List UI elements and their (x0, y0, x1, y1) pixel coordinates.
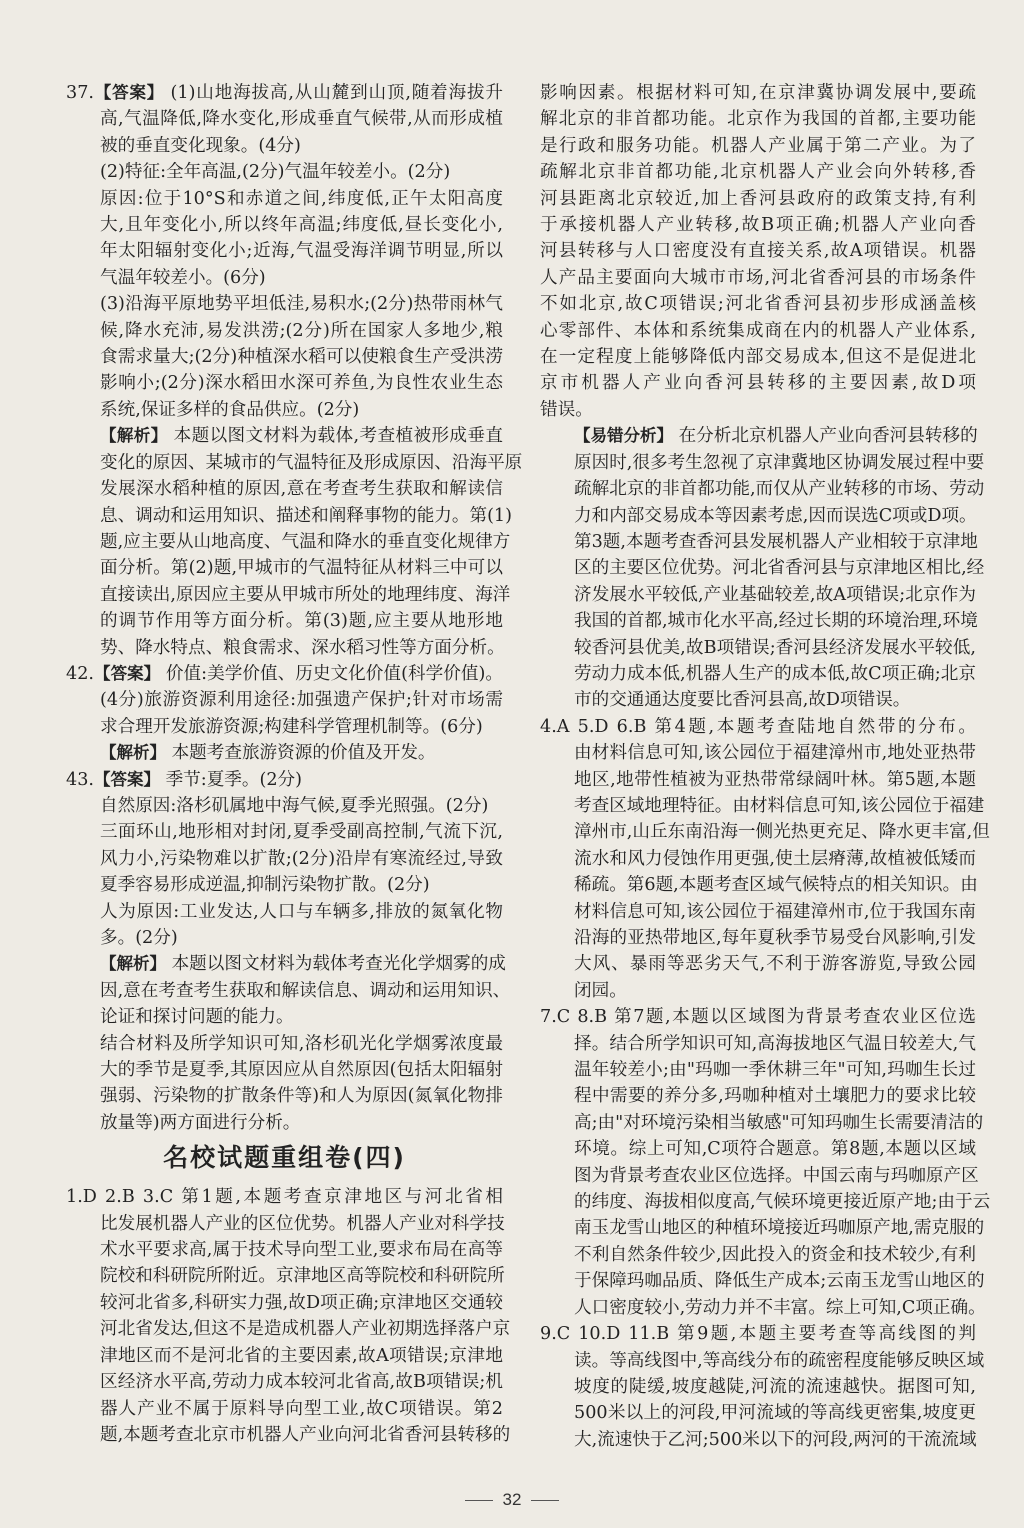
text-line (540, 1163, 979, 1189)
left-column-choice-answers (66, 1184, 511, 1448)
line-text: 环境。综上可知,C项符合题意。第8题,本题以区域 (574, 1139, 976, 1160)
line-text: 的纬度、海拔相似度高,气候环境更接近原产地;由于云 (574, 1192, 991, 1213)
text-line (66, 1263, 503, 1289)
line-text: 院校和科研院所附近。京津地区高等院校和科研院所 (100, 1266, 505, 1287)
line-text: 材料信息可知,该公园位于福建漳州市,位于我国东南 (574, 901, 976, 922)
footer-rule-left (465, 1500, 493, 1501)
line-text: 高;由"对环境污染相当敏感"可知玛咖生长需要清洁的 (574, 1112, 984, 1133)
line-text: 不如北京,故C项错误;河北省香河县初步形成涵盖核 (540, 294, 976, 315)
line-text: 发展深水稻种植的原因,意在考查考生获取和解读信 (100, 479, 503, 500)
text-line (540, 265, 976, 291)
line-text: 于保障玛咖品质、降低生产成本;云南玉龙雪山地区的 (574, 1271, 985, 1292)
line-text: 高,气温降低,降水变化,形成垂直气候带,从而形成植 (100, 109, 503, 130)
text-line (66, 1057, 503, 1083)
text-line (66, 846, 503, 872)
line-text: 被的垂直变化现象。(4分) (100, 135, 301, 156)
text-line (66, 159, 503, 185)
line-text: 劳动力成本低,机器人生产的成本低,故C项正确;北京 (574, 663, 976, 684)
line-text: 南玉龙雪山地区的种植环境接近玛咖原产地,需克服的 (574, 1218, 985, 1239)
text-line (66, 1237, 503, 1263)
text-line (540, 529, 976, 555)
line-text: 本题以图文材料为载体考查光化学烟雾的成 (166, 954, 506, 975)
text-line (540, 1400, 976, 1426)
line-text: 题,应主要从山地高度、气温和降水的垂直变化规律方 (100, 531, 511, 552)
line-text: 三面环山,地形相对封闭,夏季受副高控制,气流下沉, (100, 822, 503, 843)
text-line (66, 1290, 503, 1316)
line-text: 沿海的亚热带地区,每年夏秋季节易受台风影响,引发 (574, 928, 976, 948)
text-line (540, 1321, 976, 1347)
text-line (66, 1316, 511, 1342)
line-text: 错误。 (540, 399, 593, 420)
line-text: 市的交通通达度要比香河县高,故D项错误。 (574, 690, 911, 711)
text-line (66, 661, 503, 687)
line-text: 求合理开发旅游资源;构建科学管理机制等。(6分) (100, 716, 483, 737)
text-line (540, 397, 976, 423)
line-text: C 10.D 11.B 第9题,本题主要考查等高线图的判 (556, 1324, 976, 1345)
line-text: 风力小,污染物难以扩散;(2分)沿岸有寒流经过,导致 (100, 848, 503, 869)
question-number: 1. (66, 1187, 83, 1208)
line-text: 的调节作用等方面分析。第(3)题,应主要从地形地 (100, 611, 503, 632)
line-text: 论证和探讨问题的能力。 (100, 1007, 294, 1028)
line-text: 变化的原因、某城市的气温特征及形成原因、沿海平原 (100, 452, 523, 473)
text-line (66, 740, 503, 766)
line-text: 图为背景考查农业区位选择。中国云南与玛咖原产区 (574, 1165, 979, 1186)
line-text: C 8.B 第7题,本题以区域图为背景考查农业区位选 (556, 1007, 976, 1028)
line-text: 区经济水平高,劳动力成本较河北省高,故B项错误;机 (100, 1372, 503, 1393)
text-line (540, 1136, 976, 1162)
text-line (540, 899, 976, 925)
line-text: 程中需要的养分多,玛咖种植对土壤肥力的要求比较 (574, 1086, 976, 1107)
line-text: 津地区而不是河北省的主要因素,故A项错误;京津地 (100, 1345, 503, 1366)
line-text: 比发展机器人产业的区位优势。机器人产业对科学技 (100, 1213, 505, 1234)
line-text: D 2.B 3.C 第1题,本题考查京津地区与河北省相 (82, 1187, 503, 1208)
line-text: 影响因素。根据材料可知,在京津冀协调发展中,要疏 (540, 83, 976, 103)
line-text: A 5.D 6.B 第4题,本题考查陆地自然带的分布。 (556, 716, 976, 737)
text-line (540, 582, 976, 608)
text-line (66, 714, 503, 740)
text-line (66, 951, 506, 977)
question-number: 37. (66, 83, 94, 103)
text-line (540, 1110, 984, 1136)
line-text: 由材料信息可知,该公园位于福建漳州市,地处亚热带 (574, 743, 976, 764)
line-text: 河北省发达,但这不是造成机器人产业初期选择落户京 (100, 1319, 511, 1340)
line-text: (4分)旅游资源利用途径:加强遗产保护;针对市场需 (100, 690, 503, 711)
text-line (66, 238, 503, 264)
section-tag: 【答案】 (93, 83, 165, 102)
text-line (66, 793, 503, 819)
text-line (66, 1004, 503, 1030)
text-line (66, 555, 503, 581)
line-text: 河县转移与人口密度没有直接关系,故A项错误。机器 (540, 241, 976, 262)
line-text: 放量等)两方面进行分析。 (100, 1112, 301, 1133)
line-text: 在分析北京机器人产业向香河县转移的 (673, 426, 978, 447)
text-line (540, 106, 976, 132)
text-line (66, 186, 503, 212)
right-column-answers (540, 80, 991, 1453)
line-text: 在一定程度上能够降低内部交易成本,但这不是促进北 (540, 347, 976, 368)
line-text: (3)沿海平原地势平坦低洼,易积水;(2分)热带雨林气 (100, 294, 503, 315)
line-text: 疏解北京的非首都功能,而仅从产业转移的市场、劳动 (574, 479, 985, 500)
line-text: 考查区域地理特征。由材料信息可知,该公园位于福建 (574, 795, 985, 816)
text-line (66, 978, 511, 1004)
line-text: 人产品主要面向大城市市场,河北省香河县的市场条件 (540, 267, 976, 288)
question-number: 9. (540, 1324, 557, 1345)
section-title: 名校试题重组卷(四) (163, 1143, 406, 1173)
text-line (540, 423, 976, 449)
text-line (540, 1374, 976, 1400)
text-line (540, 1427, 976, 1453)
text-line (540, 133, 976, 159)
text-line (540, 608, 976, 634)
line-text: 强弱、污染物的扩散条件等)和人为原因(氮氧化物排 (100, 1086, 503, 1107)
question-number: 43. (66, 769, 94, 790)
text-line (66, 370, 503, 396)
text-line (66, 1110, 503, 1136)
text-line (540, 740, 976, 766)
line-text: 结合材料及所学知识可知,洛杉矶光化学烟雾浓度最 (100, 1033, 503, 1054)
text-line (66, 265, 503, 291)
line-text: 我国的首都,城市化水平高,经过长期的环境治理,环境 (574, 611, 978, 632)
text-line (66, 872, 503, 898)
text-line (66, 80, 503, 106)
line-text: (2)特征:全年高温,(2分)气温年较差小。(2分) (100, 162, 451, 183)
text-line (540, 635, 976, 661)
text-line (540, 291, 976, 317)
text-line (66, 291, 503, 317)
section-tag: 【答案】 (93, 663, 161, 683)
line-text: 读。等高线图中,等高线分布的疏密程度能够反映区域 (574, 1350, 985, 1371)
line-text: 不利自然条件较少,因此投入的资金和技术较少,有利 (574, 1244, 976, 1265)
section-tag: 【解析】 (100, 954, 166, 974)
text-line (540, 1189, 991, 1215)
line-text: 大,流速快于乙河;500米以下的河段,两河的干流流域 (574, 1429, 977, 1450)
line-text: 因,意在考查考生获取和解读信息、调动和运用知识、 (100, 980, 511, 1001)
text-line (540, 159, 976, 185)
text-line (66, 819, 503, 845)
text-line (66, 476, 503, 502)
left-column (66, 80, 523, 1448)
left-column-answers (66, 80, 523, 1136)
text-line (540, 212, 976, 238)
text-line (540, 318, 976, 344)
text-line (66, 212, 503, 238)
text-line (540, 925, 976, 951)
line-text: 于承接机器人产业转移,故B项正确;机器人产业向香 (540, 215, 976, 236)
right-column (540, 80, 991, 1453)
line-text: 气温年较差小。(6分) (100, 267, 266, 288)
question-number: 4. (540, 716, 557, 737)
line-text: 区的主要区位优势。河北省香河县与京津地区相比,经 (574, 558, 985, 579)
text-line (66, 529, 511, 555)
text-line (66, 1083, 503, 1109)
text-line (540, 370, 976, 396)
text-line (540, 476, 985, 502)
text-line (66, 1422, 511, 1448)
line-text: 年太阳辐射变化小;近海,气温受海洋调节明显,所以 (100, 241, 503, 262)
line-text: 多。(2分) (100, 928, 178, 948)
text-line (540, 555, 985, 581)
text-line (66, 450, 523, 476)
text-line (66, 318, 503, 344)
text-line (540, 1057, 976, 1083)
line-text: 本题以图文材料为载体,考查植被形成垂直 (167, 426, 504, 447)
line-text: 食需求量大;(2分)种植深水稻可以使粮食生产受洪涝 (100, 347, 503, 368)
section-tag: 【解析】 (100, 743, 166, 763)
text-line (540, 687, 976, 713)
text-line (66, 133, 503, 159)
line-text: 人口密度较小,劳动力并不丰富。综上可知,C项正确。 (574, 1297, 986, 1318)
line-text: 本题考查旅游资源的价值及开发。 (166, 743, 436, 764)
line-text: 500米以上的河段,甲河流域的等高线更密集,坡度更 (574, 1403, 976, 1424)
line-text: 是行政和服务功能。机器人产业属于第二产业。为了 (540, 135, 976, 156)
text-line (66, 608, 503, 634)
line-text: 器人产业不属于原料导向型工业,故C项错误。第2 (100, 1398, 503, 1419)
text-line (540, 344, 976, 370)
line-text: 流水和风力侵蚀作用更强,使土层瘠薄,故植被低矮而 (574, 848, 976, 869)
text-line (66, 1396, 503, 1422)
line-text: 坡度的陡缓,坡度越陡,河流的流速越快。据图可知, (574, 1376, 976, 1397)
line-text: 择。结合所学知识可知,高海拔地区气温日较差大,气 (574, 1033, 976, 1054)
line-text: 稀疏。第6题,本题考查区域气候特点的相关知识。由 (574, 875, 978, 896)
line-text: 夏季容易形成逆温,抑制污染物扩散。(2分) (100, 875, 430, 896)
question-number: 7. (540, 1007, 557, 1028)
text-line (66, 635, 503, 661)
text-line (540, 767, 976, 793)
line-text: 自然原因:洛杉矶属地中海气候,夏季光照强。(2分) (100, 795, 489, 816)
line-text: 题,本题考查北京市机器人产业向河北省香河县转移的 (100, 1424, 511, 1445)
text-line (540, 186, 976, 212)
text-line (540, 1004, 976, 1030)
line-text: 价值:美学价值、历史文化价值(科学价值)。 (160, 663, 504, 684)
text-line (540, 80, 976, 106)
text-line (66, 106, 503, 132)
text-line (540, 1242, 976, 1268)
line-text: 河县距离北京较近,加上香河县政府的政策支持,有利 (540, 188, 976, 209)
line-text: 心零部件、本体和系统集成商在内的机器人产业体系, (540, 320, 976, 341)
line-text: 原因时,很多考生忽视了京津冀地区协调发展过程中要 (574, 452, 985, 473)
line-text: 大,且年变化小,所以终年高温;纬度低,昼长变化小, (100, 215, 503, 236)
line-text: 息、调动和运用知识、描述和阐释事物的能力。第(1) (100, 505, 512, 526)
text-line (540, 846, 976, 872)
text-line (540, 872, 976, 898)
line-text: 京市机器人产业向香河县转移的主要因素,故D项 (540, 373, 976, 394)
text-line (66, 1369, 503, 1395)
line-text: 第3题,本题考查香河县发展机器人产业相较于京津地 (574, 531, 978, 552)
line-text: 季节:夏季。(2分) (159, 769, 302, 790)
line-text: 面分析。第(2)题,甲城市的气温特征从材料三中可以 (100, 558, 503, 579)
text-line (540, 238, 976, 264)
line-text: 济发展水平较低,产业基础较差,故A项错误;北京作为 (574, 584, 976, 605)
line-text: 大的季节是夏季,其原因应从自然原因(包括太阳辐射 (100, 1060, 503, 1081)
text-line (66, 1184, 503, 1210)
line-text: 大风、暴雨等恶劣天气,不利于游客游览,导致公园 (574, 954, 976, 975)
text-line (540, 819, 990, 845)
line-text: 势、降水特点、粮食需求、深水稻习性等方面分析。 (100, 637, 505, 658)
line-text: 解北京的非首都功能。北京作为我国的首都,主要功能 (540, 109, 976, 130)
line-text: 较河北省多,科研实力强,故D项正确;京津地区交通较 (100, 1292, 503, 1313)
text-line (540, 1268, 985, 1294)
line-text: 影响小;(2分)深水稻田水深可养鱼,为良性农业生态 (100, 373, 503, 394)
page-footer (0, 1490, 1024, 1510)
line-text: 地区,地带性植被为亚热带常绿阔叶林。第5题,本题 (574, 769, 976, 790)
line-text: (1)山地海拔高,从山麓到山顶,随着海拔升 (164, 83, 504, 103)
line-text: 人为原因:工业发达,人口与车辆多,排放的氮氧化物 (100, 901, 503, 922)
text-line (540, 1295, 986, 1321)
line-text: 漳州市,山丘东南沿海一侧光热更充足、降水更丰富,但 (574, 822, 990, 843)
section-tag: 【易错分析】 (574, 426, 673, 446)
text-line (66, 687, 503, 713)
text-line (540, 978, 976, 1004)
text-line (66, 1031, 503, 1057)
section-tag: 【答案】 (93, 769, 160, 789)
line-text: 较香河县优美,故B项错误;香河县经济发展水平较低, (574, 637, 976, 658)
page-number: 32 (502, 1490, 522, 1509)
line-text: 术水平要求高,属于技术导向型工业,要求布局在高等 (100, 1240, 503, 1261)
text-line (540, 714, 976, 740)
line-text: 系统,保证多样的食品供应。(2分) (100, 399, 360, 420)
line-text: 闭园。 (574, 980, 627, 1001)
line-text: 直接读出,原因应主要从甲城市所处的地理纬度、海洋 (100, 584, 511, 605)
text-line (540, 1031, 976, 1057)
text-line (540, 793, 985, 819)
text-line (66, 1211, 503, 1237)
section-tag: 【解析】 (100, 426, 168, 446)
text-line (66, 423, 503, 449)
line-text: 疏解北京非首都功能,北京机器人产业会向外转移,香 (540, 162, 976, 183)
text-line (540, 951, 976, 977)
line-text: 候,降水充沛,易发洪涝;(2分)所在国家人多地少,粮 (100, 320, 503, 341)
text-line (540, 1083, 976, 1109)
text-line (540, 503, 976, 529)
text-line (540, 450, 985, 476)
text-line (66, 1343, 503, 1369)
line-text: 原因:位于10°S和赤道之间,纬度低,正午太阳高度 (100, 188, 503, 209)
text-line (540, 661, 976, 687)
footer-rule-right (531, 1500, 559, 1501)
question-number: 42. (66, 663, 94, 684)
text-line (66, 767, 503, 793)
text-line (66, 397, 503, 423)
text-line (540, 1348, 985, 1374)
text-line (66, 503, 512, 529)
line-text: 力和内部交易成本等因素考虑,因而误选C项或D项。 (574, 505, 977, 526)
line-text: 温年较差小;由"玛咖一季休耕三年"可知,玛咖生长过 (574, 1060, 976, 1081)
text-line (540, 1215, 985, 1241)
text-line (66, 925, 503, 951)
text-line (66, 344, 503, 370)
text-line (66, 582, 511, 608)
text-line (66, 899, 503, 925)
